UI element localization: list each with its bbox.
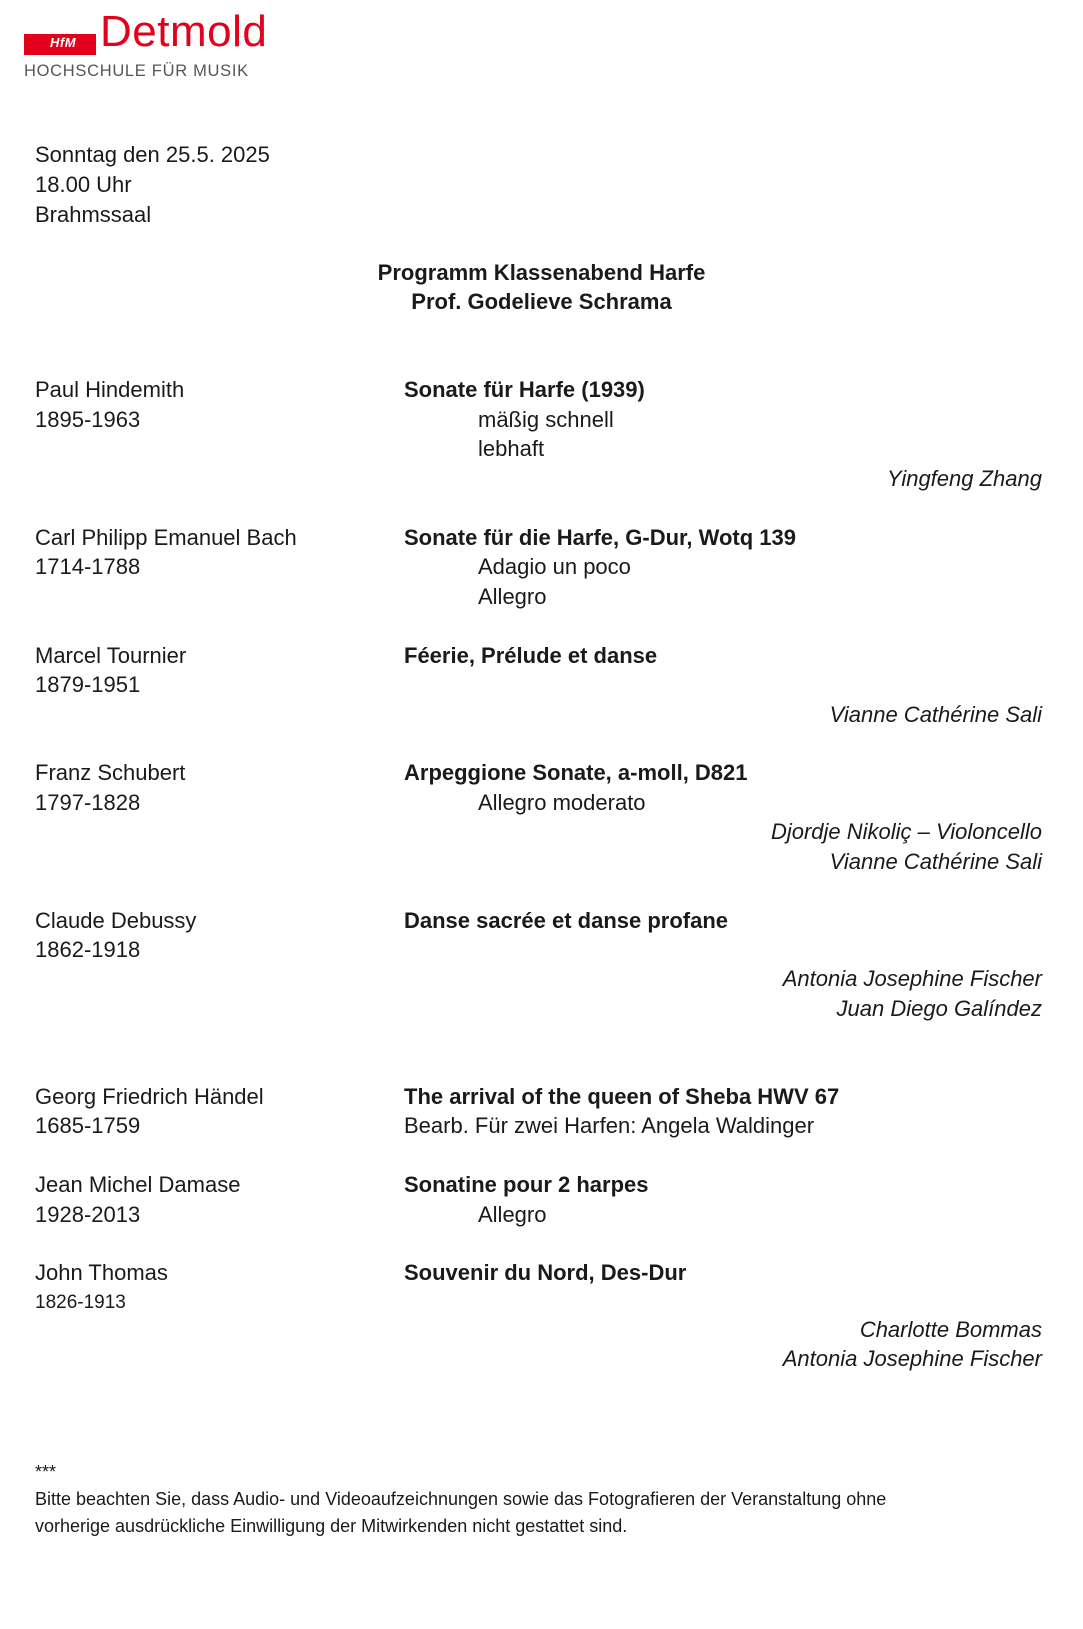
performer: Juan Diego Galíndez [836, 996, 1042, 1021]
arrangement-note: Bearb. Für zwei Harfen: Angela Waldinger [404, 1113, 815, 1138]
composer-name: Jean Michel Damase [35, 1172, 241, 1197]
logo-wordmark: Detmold [100, 7, 268, 56]
performer: Vianne Cathérine Sali [829, 702, 1042, 727]
movement: lebhaft [478, 436, 545, 461]
hfm-detmold-logo [24, 7, 294, 84]
composer-years: 1714-1788 [35, 554, 141, 579]
movement: Allegro moderato [478, 790, 646, 815]
work-title: Féerie, Prélude et danse [404, 643, 658, 668]
performer: Vianne Cathérine Sali [829, 849, 1042, 874]
movement: Allegro [478, 584, 547, 609]
event-time: 18.00 Uhr [35, 172, 132, 197]
work-title: Arpeggione Sonate, a-moll, D821 [404, 760, 748, 785]
composer-years: 1797-1828 [35, 790, 141, 815]
event-date: Sonntag den 25.5. 2025 [35, 142, 270, 167]
footer-notice-line1: Bitte beachten Sie, dass Audio- und Videoaufzeichnungen sowie das Fotografieren der Veranstaltung ohne [35, 1489, 887, 1509]
composer-years: 1685-1759 [35, 1113, 141, 1138]
composer-years: 1928-2013 [35, 1202, 141, 1227]
movement: mäßig schnell [478, 407, 614, 432]
performer: Charlotte Bommas [859, 1317, 1042, 1342]
work-title: Danse sacrée et danse profane [404, 908, 729, 933]
composer-name: Franz Schubert [35, 760, 186, 785]
composer-name: Georg Friedrich Händel [35, 1084, 264, 1109]
composer-years: 1826-1913 [35, 1292, 126, 1313]
performer: Antonia Josephine Fischer [782, 966, 1042, 991]
composer-name: Carl Philipp Emanuel Bach [35, 525, 297, 550]
composer-name: John Thomas [35, 1260, 168, 1285]
movement: Allegro [478, 1202, 547, 1227]
performer: Antonia Josephine Fischer [782, 1346, 1042, 1371]
footer-separator: *** [35, 1462, 57, 1482]
movement: Adagio un poco [478, 554, 631, 579]
performer: Yingfeng Zhang [887, 466, 1042, 491]
logo-subtitle: HOCHSCHULE FÜR MUSIK [24, 62, 249, 80]
composer-name: Claude Debussy [35, 908, 197, 933]
composer-name: Marcel Tournier [35, 643, 187, 668]
composer-years: 1879-1951 [35, 672, 141, 697]
work-title: Souvenir du Nord, Des-Dur [404, 1260, 687, 1285]
composer-years: 1862-1918 [35, 937, 141, 962]
footer-notice-line2: vorherige ausdrückliche Einwilligung der Mitwirkenden nicht gestattet sind. [35, 1516, 628, 1536]
work-title: Sonate für Harfe (1939) [404, 377, 645, 402]
program-professor: Prof. Godelieve Schrama [411, 289, 672, 314]
logo-badge: HfM [50, 35, 77, 50]
event-venue: Brahmssaal [35, 202, 152, 227]
work-title: The arrival of the queen of Sheba HWV 67 [404, 1084, 840, 1109]
composer-years: 1895-1963 [35, 407, 141, 432]
performer: Djordje Nikoliç – Violoncello [770, 819, 1042, 844]
program-title: Programm Klassenabend Harfe [377, 260, 706, 285]
work-title: Sonatine pour 2 harpes [404, 1172, 649, 1197]
work-title: Sonate für die Harfe, G-Dur, Wotq 139 [404, 525, 796, 550]
composer-name: Paul Hindemith [35, 377, 185, 402]
